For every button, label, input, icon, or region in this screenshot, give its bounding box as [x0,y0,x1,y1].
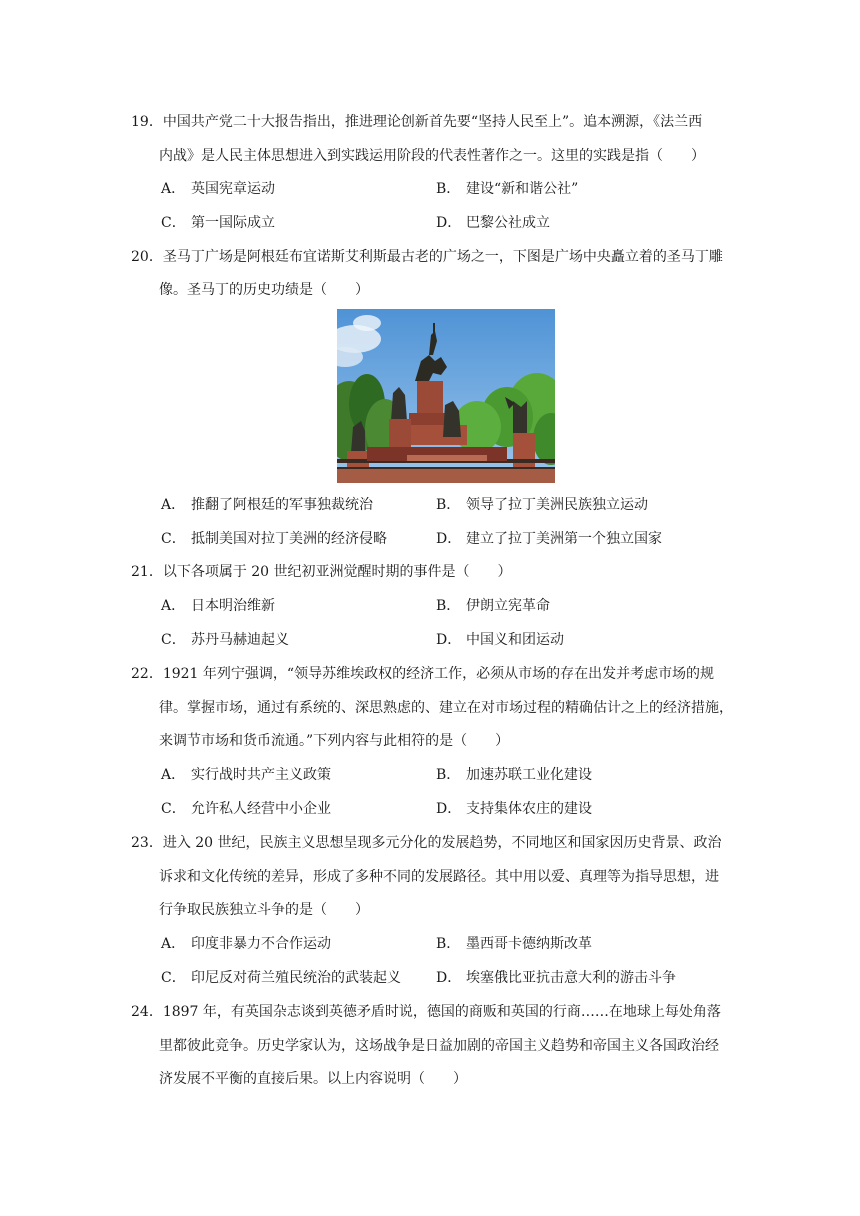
question-21-line-1 [131,562,512,582]
question-22-stem: 1921 年列宁强调，“领导苏维埃政权的经济工作，必须从市场的存在出发并考虑市场的规 [162,666,715,682]
question-23-stem-cont-2: 行争取民族独立斗争的是（ ） [159,902,369,918]
question-23-line-1 [131,833,722,853]
question-22-option-c[interactable] [161,799,331,819]
question-23-stem: 进入 20 世纪，民族主义思想呈现多元分化的发展趋势，不同地区和国家因历史背景、政治 [162,835,722,851]
question-19-option-c[interactable] [161,213,275,233]
question-23-option-a[interactable] [161,934,331,954]
option-letter: B． [436,767,461,783]
option-letter: C． [161,215,186,231]
question-19-option-b[interactable] [436,179,578,199]
option-text: 印度非暴力不合作运动 [191,936,331,952]
option-text: 巴黎公社成立 [466,215,550,231]
question-24-line-1 [131,1002,721,1022]
option-text: 日本明治维新 [191,598,275,614]
question-22-stem-cont-2: 来调节市场和货币流通。”下列内容与此相符的是（ ） [159,733,510,749]
option-text: 第一国际成立 [191,215,275,231]
question-20-number: 20． [131,249,163,265]
question-23-option-d[interactable] [436,968,676,988]
option-text: 印尼反对荷兰殖民统治的武装起义 [191,970,401,986]
option-letter: D． [436,801,462,817]
question-20-stem-cont: 像。圣马丁的历史功绩是（ ） [159,282,369,298]
question-21-stem: 以下各项属于 20 世纪初亚洲觉醒时期的事件是（ ） [162,564,512,580]
question-19-option-d[interactable] [436,213,550,233]
option-text: 实行战时共产主义政策 [191,767,331,783]
question-21-option-b[interactable] [436,596,550,616]
option-letter: A． [161,598,186,614]
question-19-stem: 中国共产党二十大报告指出，推进理论创新首先要“坚持人民至上”。追本溯源，《法兰西 [162,114,703,130]
question-20-option-c[interactable] [161,529,387,549]
question-21-option-a[interactable] [161,596,275,616]
question-19-number: 19． [131,114,163,130]
option-letter: C． [161,531,186,547]
option-letter: A． [161,181,186,197]
option-text: 英国宪章运动 [191,181,275,197]
option-text: 建立了拉丁美洲第一个独立国家 [466,531,662,547]
option-text: 允许私人经营中小企业 [191,801,331,817]
option-text: 领导了拉丁美洲民族独立运动 [466,497,648,513]
option-letter: C． [161,970,186,986]
option-letter: D． [436,632,462,648]
question-19-option-a[interactable] [161,179,275,199]
question-23-stem-cont-1: 诉求和文化传统的差异，形成了多种不同的发展路径。其中用以爱、真理等为指导思想，进 [159,869,719,885]
option-text: 埃塞俄比亚抗击意大利的游击斗争 [466,970,676,986]
option-text: 加速苏联工业化建设 [466,767,592,783]
option-text: 中国义和团运动 [466,632,564,648]
question-24-number: 24． [131,1004,163,1020]
option-text: 伊朗立宪革命 [466,598,550,614]
question-19-line-1 [131,112,702,132]
option-text: 支持集体农庄的建设 [466,801,592,817]
question-24-stem: 1897 年，有英国杂志谈到英德矛盾时说，德国的商贩和英国的行商……在地球上每处角落 [162,1004,721,1020]
question-22-line-1 [131,664,714,684]
question-22-stem-cont-1: 律。掌握市场，通过有系统的、深思熟虑的、建立在对市场过程的精确估计之上的经济措施， [159,700,733,716]
question-22-number: 22． [131,666,163,682]
question-22-option-b[interactable] [436,765,592,785]
option-letter: A． [161,497,186,513]
option-letter: D． [436,970,462,986]
question-21-option-c[interactable] [161,630,289,650]
option-text: 抵制美国对拉丁美洲的经济侵略 [191,531,387,547]
question-23-number: 23． [131,835,163,851]
option-letter: C． [161,632,186,648]
option-letter: D． [436,531,462,547]
option-letter: A． [161,936,186,952]
san-martin-statue-photo [337,309,555,483]
option-text: 墨西哥卡德纳斯改革 [466,936,592,952]
question-22-option-d[interactable] [436,799,592,819]
option-text: 建设“新和谐公社” [466,181,579,197]
question-21-option-d[interactable] [436,630,564,650]
question-20-option-d[interactable] [436,529,662,549]
question-24-stem-cont-1: 里都彼此竞争。历史学家认为，这场战争是日益加剧的帝国主义趋势和帝国主义各国政治经 [159,1038,719,1054]
option-letter: A． [161,767,186,783]
option-letter: B． [436,497,461,513]
question-20-stem: 圣马丁广场是阿根廷布宜诺斯艾利斯最古老的广场之一，下图是广场中央矗立着的圣马丁雕 [162,249,723,265]
question-20-option-b[interactable] [436,495,648,515]
option-letter: B． [436,598,461,614]
option-letter: C． [161,801,186,817]
option-text: 推翻了阿根廷的军事独裁统治 [191,497,373,513]
question-21-number: 21． [131,564,163,580]
question-20-line-1 [131,247,723,267]
question-23-option-c[interactable] [161,968,401,988]
option-letter: B． [436,181,461,197]
question-20-option-a[interactable] [161,495,373,515]
option-letter: B． [436,936,461,952]
question-23-option-b[interactable] [436,934,592,954]
question-24-stem-cont-2: 济发展不平衡的直接后果。以上内容说明（ ） [159,1071,467,1087]
question-19-stem-cont: 内战》是人民主体思想进入到实践运用阶段的代表性著作之一。这里的实践是指（ ） [159,148,705,164]
option-text: 苏丹马赫迪起义 [191,632,289,648]
option-letter: D． [436,215,462,231]
question-22-option-a[interactable] [161,765,331,785]
